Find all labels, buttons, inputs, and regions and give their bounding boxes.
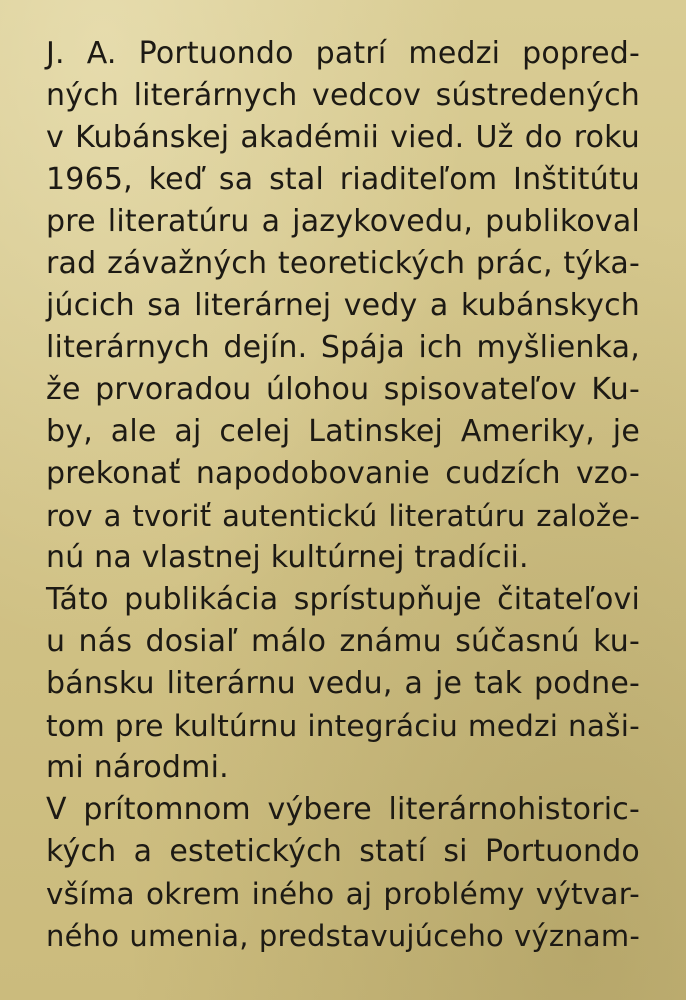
text-line-16: bánsku literárnu vedu, a je tak podne- [46,666,640,701]
text-line-1: J. A. Portuondo patrí medzi popred- [46,36,640,71]
text-line-10: by, ale aj celej Latinskej Ameriky, je [46,414,640,449]
text-line-20: kých a estetických statí si Portuondo [46,834,640,869]
text-line-22: ného umenia, predstavujúceho význam- [46,919,640,953]
text-line-19: V prítomnom výbere literárnohistoric- [46,792,640,827]
text-line-2: ných literárnych vedcov sústredených [46,78,640,113]
text-line-21: všíma okrem iného aj problémy výtvar- [46,877,640,911]
text-line-3: v Kubánskej akadémii vied. Už do roku [46,120,640,155]
text-line-4: 1965, keď sa stal riaditeľom Inštitútu [46,162,640,197]
text-line-5: pre literatúru a jazykovedu, publikoval [46,204,640,239]
text-line-14: Táto publikácia sprístupňuje čitateľovi [46,582,640,617]
text-line-12: rov a tvoriť autentickú literatúru založe- [46,499,640,533]
text-line-15: u nás dosiaľ málo známu súčasnú ku- [46,624,640,659]
text-line-13: nú na vlastnej kultúrnej tradícii. [46,540,529,575]
text-line-17: tom pre kultúrnu integráciu medzi naši- [46,709,640,743]
text-line-11: prekonať napodobovanie cudzích vzo- [46,456,640,491]
text-line-18: mi národmi. [46,750,229,785]
text-line-9: že prvoradou úlohou spisovateľov Ku- [46,372,640,407]
text-line-8: literárnych dejín. Spája ich myšlienka, [46,330,640,365]
text-line-6: rad závažných teoretických prác, týka- [46,246,640,281]
text-line-7: júcich sa literárnej vedy a kubánskych [46,288,640,323]
